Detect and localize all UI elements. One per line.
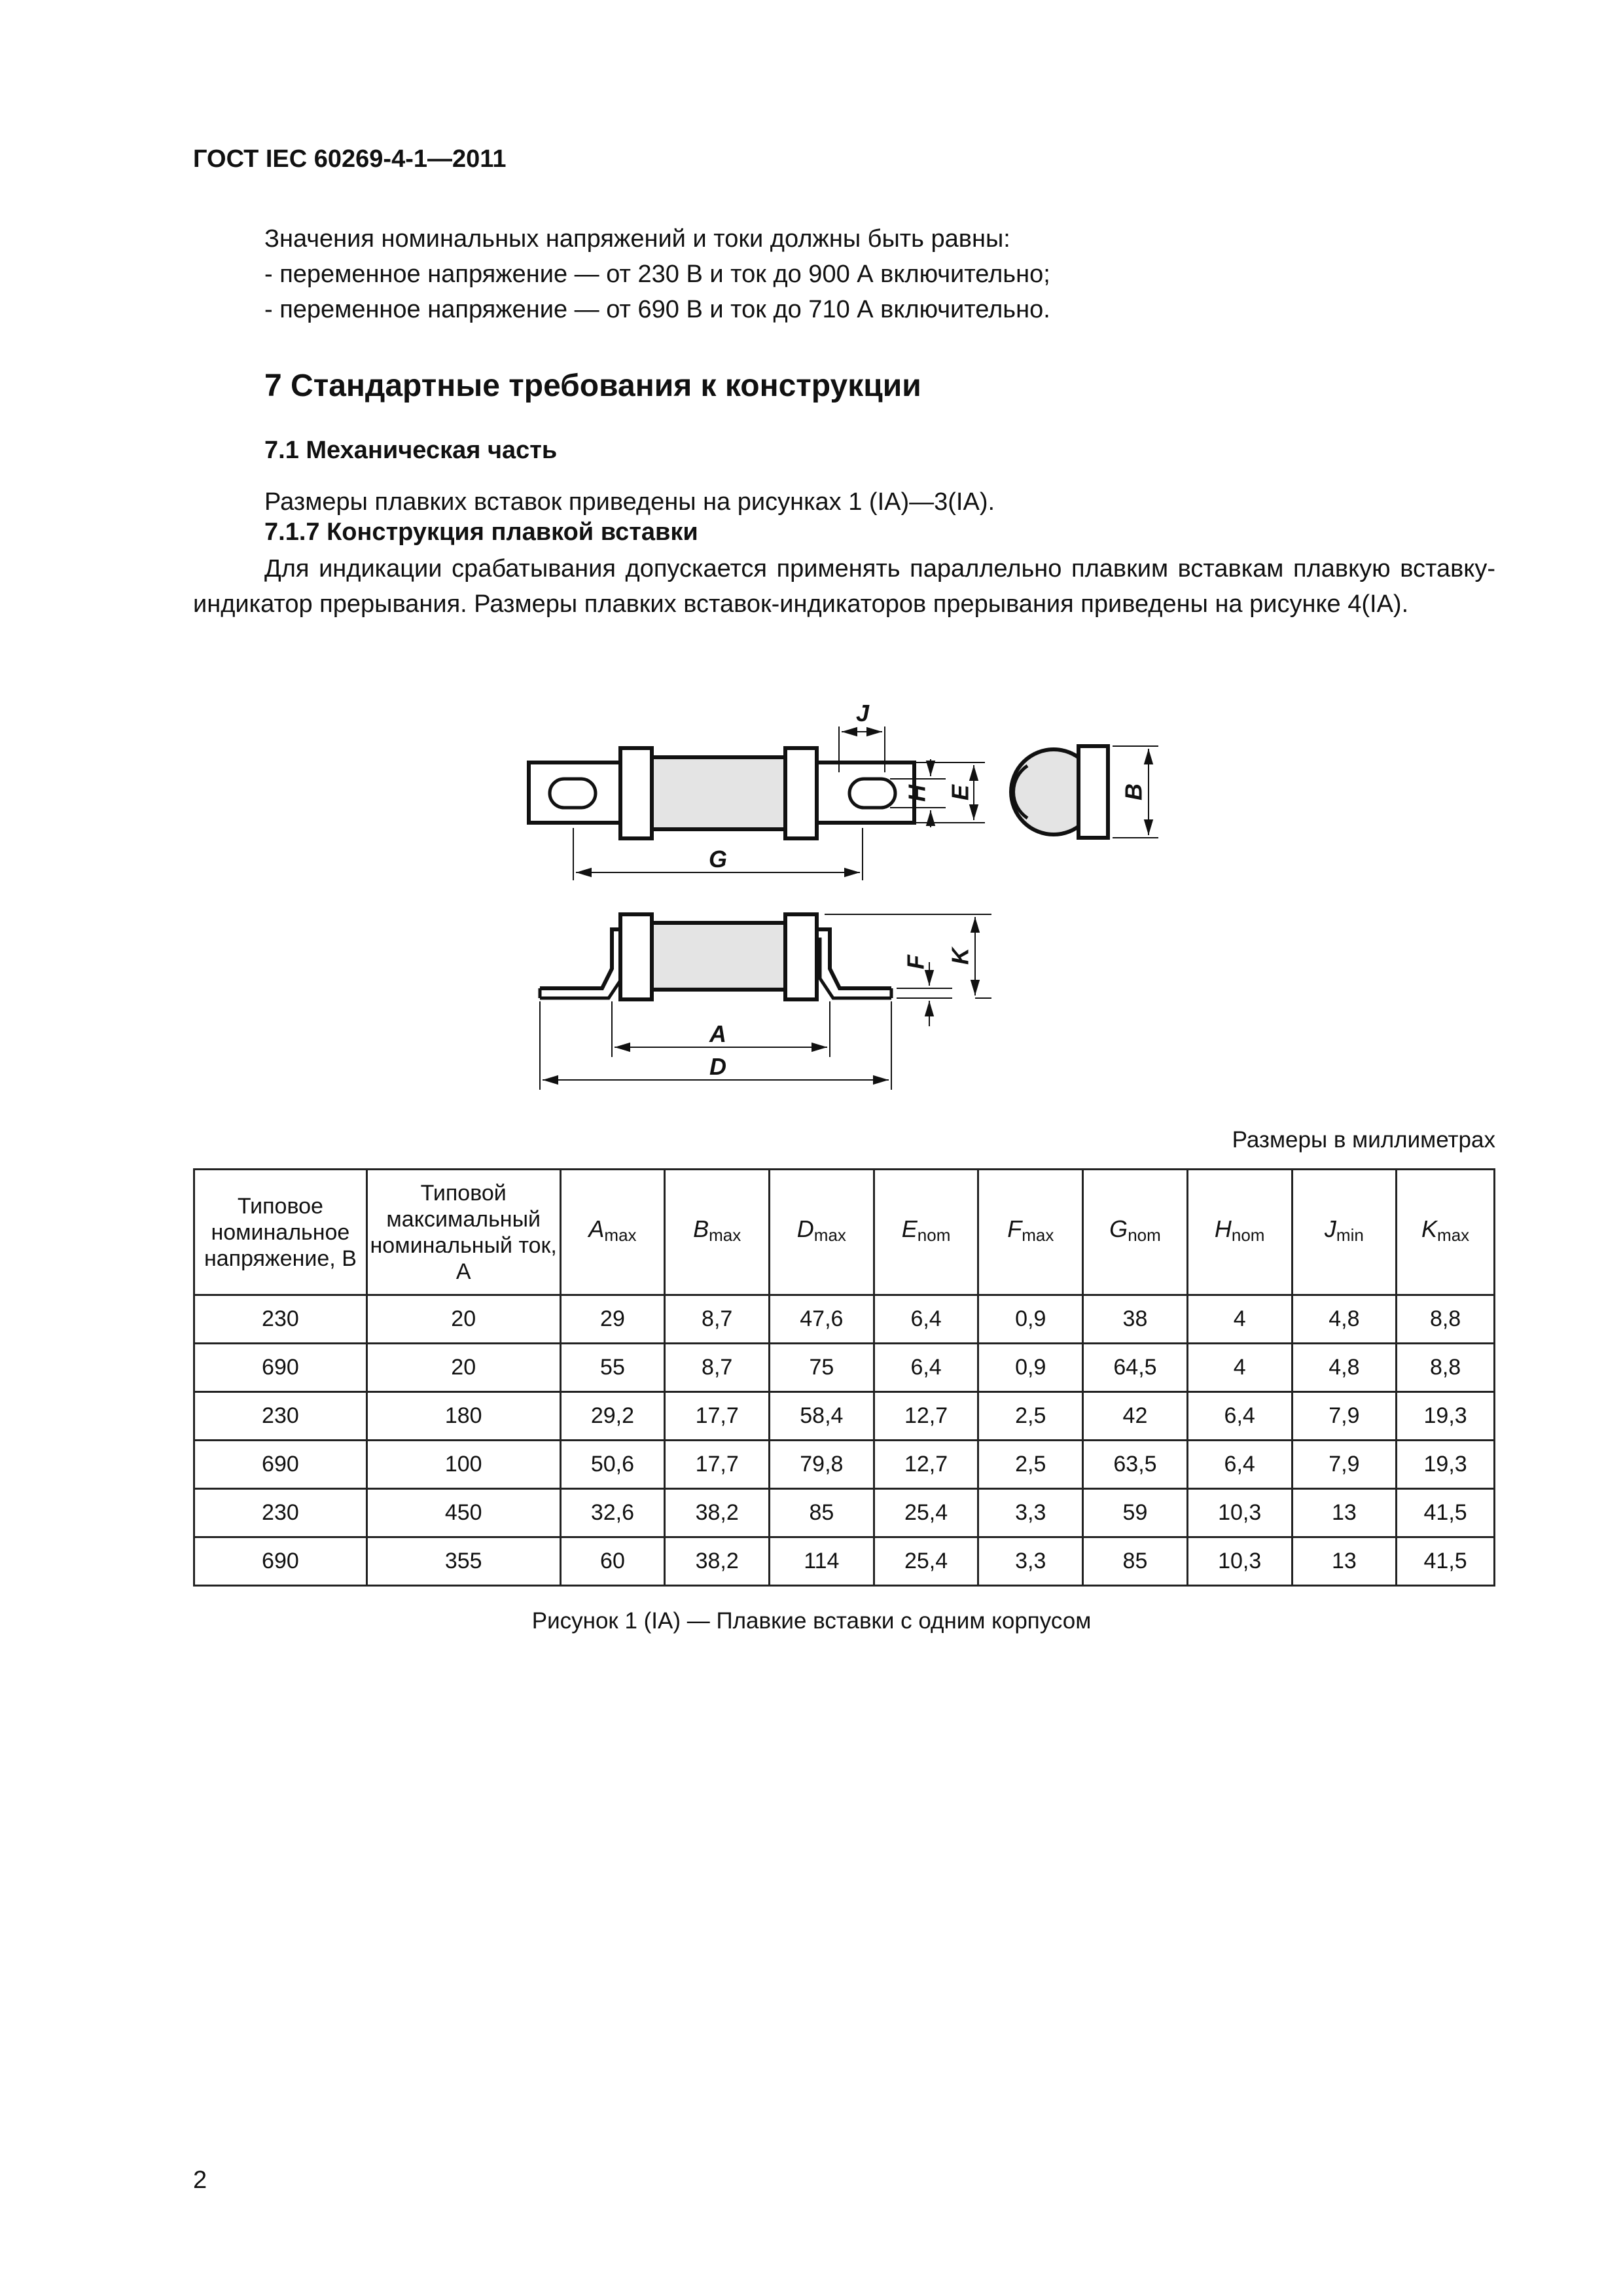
table-cell: 114 (770, 1537, 874, 1586)
table-cell: 32,6 (560, 1489, 665, 1537)
label-J: J (855, 700, 870, 726)
table-cell: 38,2 (665, 1489, 770, 1537)
table-header-row (194, 1170, 1495, 1295)
section-7-1-7-heading: 7.1.7 Конструкция плавкой вставки (264, 518, 698, 546)
label-D: D (709, 1053, 726, 1080)
table-cell: 6,4 (874, 1344, 978, 1392)
fuse-side-view (540, 914, 891, 999)
col-h-header: $H_{nom}$ (1187, 1170, 1292, 1295)
table-cell: 20 (366, 1295, 560, 1344)
col-g-header: $G_{nom}$ (1083, 1170, 1188, 1295)
table-cell: 12,7 (874, 1441, 978, 1489)
table-cell: 85 (1083, 1537, 1188, 1586)
table-cell: 4,8 (1292, 1295, 1397, 1344)
col-a-header: $A_{max}$ (560, 1170, 665, 1295)
table-cell: 19,3 (1397, 1441, 1495, 1489)
table-cell: 450 (366, 1489, 560, 1537)
table-cell: 7,9 (1292, 1441, 1397, 1489)
label-H: H (903, 785, 931, 802)
table-cell: 50,6 (560, 1441, 665, 1489)
table-row (194, 1295, 1495, 1344)
table-cell: 17,7 (665, 1392, 770, 1441)
table-cell: 25,4 (874, 1489, 978, 1537)
table-cell: 4,8 (1292, 1344, 1397, 1392)
page-number: 2 (193, 2166, 207, 2194)
table-cell: 6,4 (1187, 1441, 1292, 1489)
fuse-top-view (529, 748, 914, 838)
col-current-header: Типовой максимальный номинальный ток, А (366, 1170, 560, 1295)
col-k-header: $K_{max}$ (1397, 1170, 1495, 1295)
section-7-1-text: Размеры плавких вставок приведены на рисунках 1 (IA)—3(IA). (264, 488, 995, 516)
table-cell: 230 (194, 1489, 367, 1537)
table-cell: 13 (1292, 1537, 1397, 1586)
table-cell: 8,7 (665, 1295, 770, 1344)
table-cell: 230 (194, 1295, 367, 1344)
table-cell: 58,4 (770, 1392, 874, 1441)
table-cell: 2,5 (978, 1441, 1083, 1489)
table-cell: 59 (1083, 1489, 1188, 1537)
table-cell: 7,9 (1292, 1392, 1397, 1441)
col-b-header: $B_{max}$ (665, 1170, 770, 1295)
table-cell: 13 (1292, 1489, 1397, 1537)
table-row (194, 1489, 1495, 1537)
figure-caption: Рисунок 1 (IA) — Плавкие вставки с одним корпусом (531, 1608, 1092, 1634)
table-cell: 12,7 (874, 1392, 978, 1441)
table-cell: 42 (1083, 1392, 1188, 1441)
label-G: G (708, 846, 728, 872)
table-cell: 41,5 (1397, 1489, 1495, 1537)
table-cell: 100 (366, 1441, 560, 1489)
table-cell: 20 (366, 1344, 560, 1392)
table-cell: 3,3 (978, 1537, 1083, 1586)
table-cell: 19,3 (1397, 1392, 1495, 1441)
table-row (194, 1392, 1495, 1441)
section-7-heading: 7 Стандартные требования к конструкции (264, 368, 921, 403)
table-cell: 38 (1083, 1295, 1188, 1344)
label-F: F (902, 955, 929, 969)
table-cell: 0,9 (978, 1344, 1083, 1392)
intro-line-2: - переменное напряжение — от 230 В и ток до 900 А включительно; (264, 260, 1050, 288)
table-cell: 8,8 (1397, 1295, 1495, 1344)
table-cell: 3,3 (978, 1489, 1083, 1537)
table-row (194, 1344, 1495, 1392)
table-cell: 4 (1187, 1295, 1292, 1344)
table-cell: 79,8 (770, 1441, 874, 1489)
col-e-header: $E_{nom}$ (874, 1170, 978, 1295)
table-cell: 8,8 (1397, 1344, 1495, 1392)
table-cell: 85 (770, 1489, 874, 1537)
label-K: K (946, 948, 974, 965)
document-header: ГОСТ IEC 60269-4-1—2011 (193, 145, 507, 173)
table-cell: 180 (366, 1392, 560, 1441)
table-cell: 0,9 (978, 1295, 1083, 1344)
table-cell: 64,5 (1083, 1344, 1188, 1392)
table-cell: 10,3 (1187, 1537, 1292, 1586)
fuse-drawing (0, 0, 1623, 1126)
table-cell: 10,3 (1187, 1489, 1292, 1537)
table-row (194, 1537, 1495, 1586)
col-d-header: $D_{max}$ (770, 1170, 874, 1295)
col-voltage-header: Типовое номинальное напряжение, В (194, 1170, 367, 1295)
table-cell: 690 (194, 1441, 367, 1489)
intro-line-3: - переменное напряжение — от 690 В и ток до 710 А включительно. (264, 296, 1050, 323)
table-cell: 29 (560, 1295, 665, 1344)
label-B: B (1120, 783, 1147, 800)
table-cell: 38,2 (665, 1537, 770, 1586)
table-cell: 2,5 (978, 1392, 1083, 1441)
table-cell: 41,5 (1397, 1537, 1495, 1586)
intro-line-1: Значения номинальных напряжений и токи должны быть равны: (264, 225, 1010, 253)
table-cell: 230 (194, 1392, 367, 1441)
table-cell: 17,7 (665, 1441, 770, 1489)
table-cell: 6,4 (874, 1295, 978, 1344)
table-cell: 6,4 (1187, 1392, 1292, 1441)
table-cell: 75 (770, 1344, 874, 1392)
table-cell: 25,4 (874, 1537, 978, 1586)
table-cell: 63,5 (1083, 1441, 1188, 1489)
dimensions-table (193, 1168, 1495, 1587)
section-7-1-7-text: Для индикации срабатывания допускается применять параллельно плавким вставкам плавкую вставку-индикатор прерывания. Размеры плавких вставок-индикаторов прерывания приведены на рисунке 4(IA). (193, 555, 1495, 618)
col-f-header: $F_{max}$ (978, 1170, 1083, 1295)
label-A: A (709, 1020, 726, 1047)
table-row (194, 1441, 1495, 1489)
fuse-end-view (1011, 746, 1108, 838)
table-cell: 4 (1187, 1344, 1292, 1392)
table-cell: 690 (194, 1537, 367, 1586)
col-j-header: $J_{min}$ (1292, 1170, 1397, 1295)
table-cell: 355 (366, 1537, 560, 1586)
table-cell: 8,7 (665, 1344, 770, 1392)
section-7-1-heading: 7.1 Механическая часть (264, 437, 558, 464)
units-note: Размеры в миллиметрах (1232, 1127, 1495, 1153)
table-cell: 47,6 (770, 1295, 874, 1344)
table-cell: 55 (560, 1344, 665, 1392)
table-cell: 690 (194, 1344, 367, 1392)
label-E: E (946, 784, 974, 801)
table-cell: 29,2 (560, 1392, 665, 1441)
table-cell: 60 (560, 1537, 665, 1586)
